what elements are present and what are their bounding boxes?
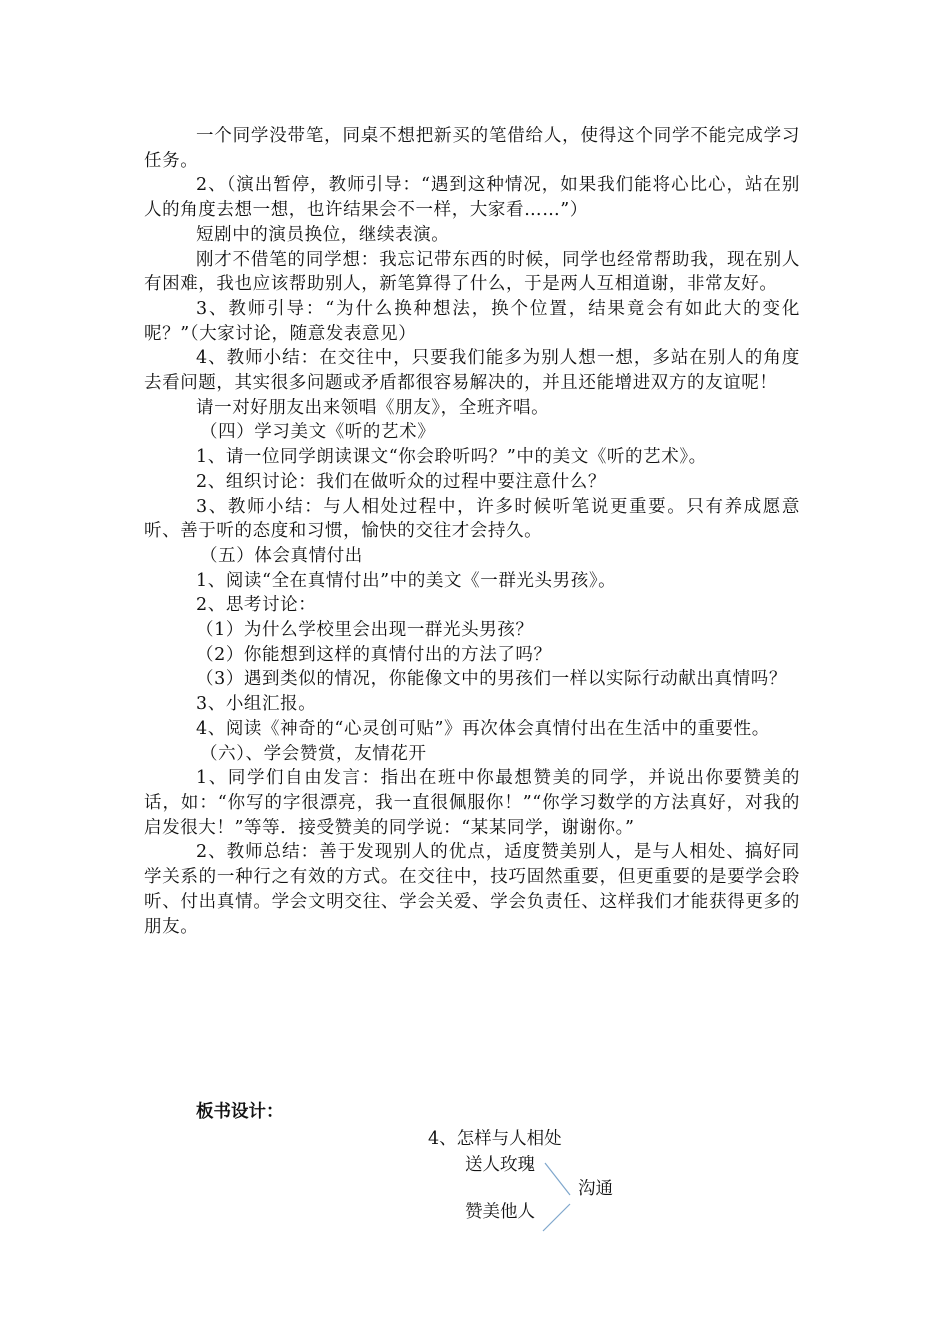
paragraph: （2）你能想到这样的真情付出的方法了吗？ <box>196 644 552 665</box>
paragraph: 1、同学们自由发言：指出在班中你最想赞美的同学，并说出你要赞美的话，如：“你写的字很漂亮，我一直很佩服你！”“你学习数学的方法真好，对我的启发很大！”等等．接受赞美的同学说：“某某同学，谢谢你。” <box>144 768 800 838</box>
paragraph: 4、阅读《神奇的“心灵创可贴”》再次体会真情付出在生活中的重要性。 <box>196 718 770 739</box>
paragraph: （1）为什么学校里会出现一群光头男孩？ <box>196 620 534 641</box>
board-design-label: 板书设计： <box>196 1102 284 1122</box>
board-item-roses: 送人玫瑰 <box>465 1155 535 1175</box>
board-title: 4、怎样与人相处 <box>428 1129 562 1149</box>
board-center-communication: 沟通 <box>578 1179 613 1199</box>
section-heading: （五）体会真情付出 <box>200 545 363 566</box>
paragraph: 1、请一位同学朗读课文“你会聆听吗？”中的美文《听的艺术》。 <box>196 447 707 468</box>
paragraph: 3、教师小结：与人相处过程中，许多时候听笔说更重要。只有养成愿意听、善于听的态度和习惯，愉快的交往才会持久。 <box>144 496 800 542</box>
board-item-praise: 赞美他人 <box>465 1202 535 1222</box>
paragraph: 刚才不借笔的同学想：我忘记带东西的时候，同学也经常帮助我，现在别人有困难，我也应该帮助别人，新笔算得了什么，于是两人互相道谢，非常友好。 <box>144 249 800 295</box>
section-heading: （四）学习美文《听的艺术》 <box>200 422 436 443</box>
paragraph: 2、组织讨论：我们在做听众的过程中要注意什么？ <box>196 471 606 492</box>
paragraph: 一个同学没带笔，同桌不想把新买的笔借给人，使得这个同学不能完成学习任务。 <box>144 126 800 171</box>
paragraph: 1、阅读“全在真情付出”中的美文《一群光头男孩》。 <box>196 570 617 591</box>
paragraph: 短剧中的演员换位，继续表演。 <box>196 224 450 245</box>
paragraph: 2、（演出暂停，教师引导：“遇到这种情况，如果我们能将心比心，站在别人的角度去想一想，也许结果会不一样，大家看……”） <box>144 175 800 221</box>
paragraph: 3、小组汇报。 <box>196 694 317 715</box>
paragraph: 请一对好朋友出来领唱《朋友》，全班齐唱。 <box>196 397 550 418</box>
paragraph: 2、教师总结：善于发现别人的优点，适度赞美别人，是与人相处、搞好同学关系的一种行之有效的方式。在交往中，技巧固然重要，但更重要的是要学会聆听、付出真情。学会文明交往、学会关爱、学会负责任、这样我们才能获得更多的朋友。 <box>144 842 800 937</box>
paragraph: 2、思考讨论： <box>196 595 317 616</box>
paragraph: 3、教师引导：“为什么换种想法，换个位置，结果竟会有如此大的变化呢？”（大家讨论，随意发表意见） <box>144 298 800 344</box>
paragraph: 4、教师小结：在交往中，只要我们能多为别人想一想，多站在别人的角度去看问题，其实很多问题或矛盾都很容易解决的，并且还能增进双方的友谊呢！ <box>144 348 800 394</box>
connector-line-lower <box>543 1204 570 1231</box>
connector-line-upper <box>545 1163 570 1195</box>
paragraph: （3）遇到类似的情况，你能像文中的男孩们一样以实际行动献出真情吗？ <box>196 669 787 690</box>
section-heading: （六）、学会赞赏，友情花开 <box>200 743 427 764</box>
